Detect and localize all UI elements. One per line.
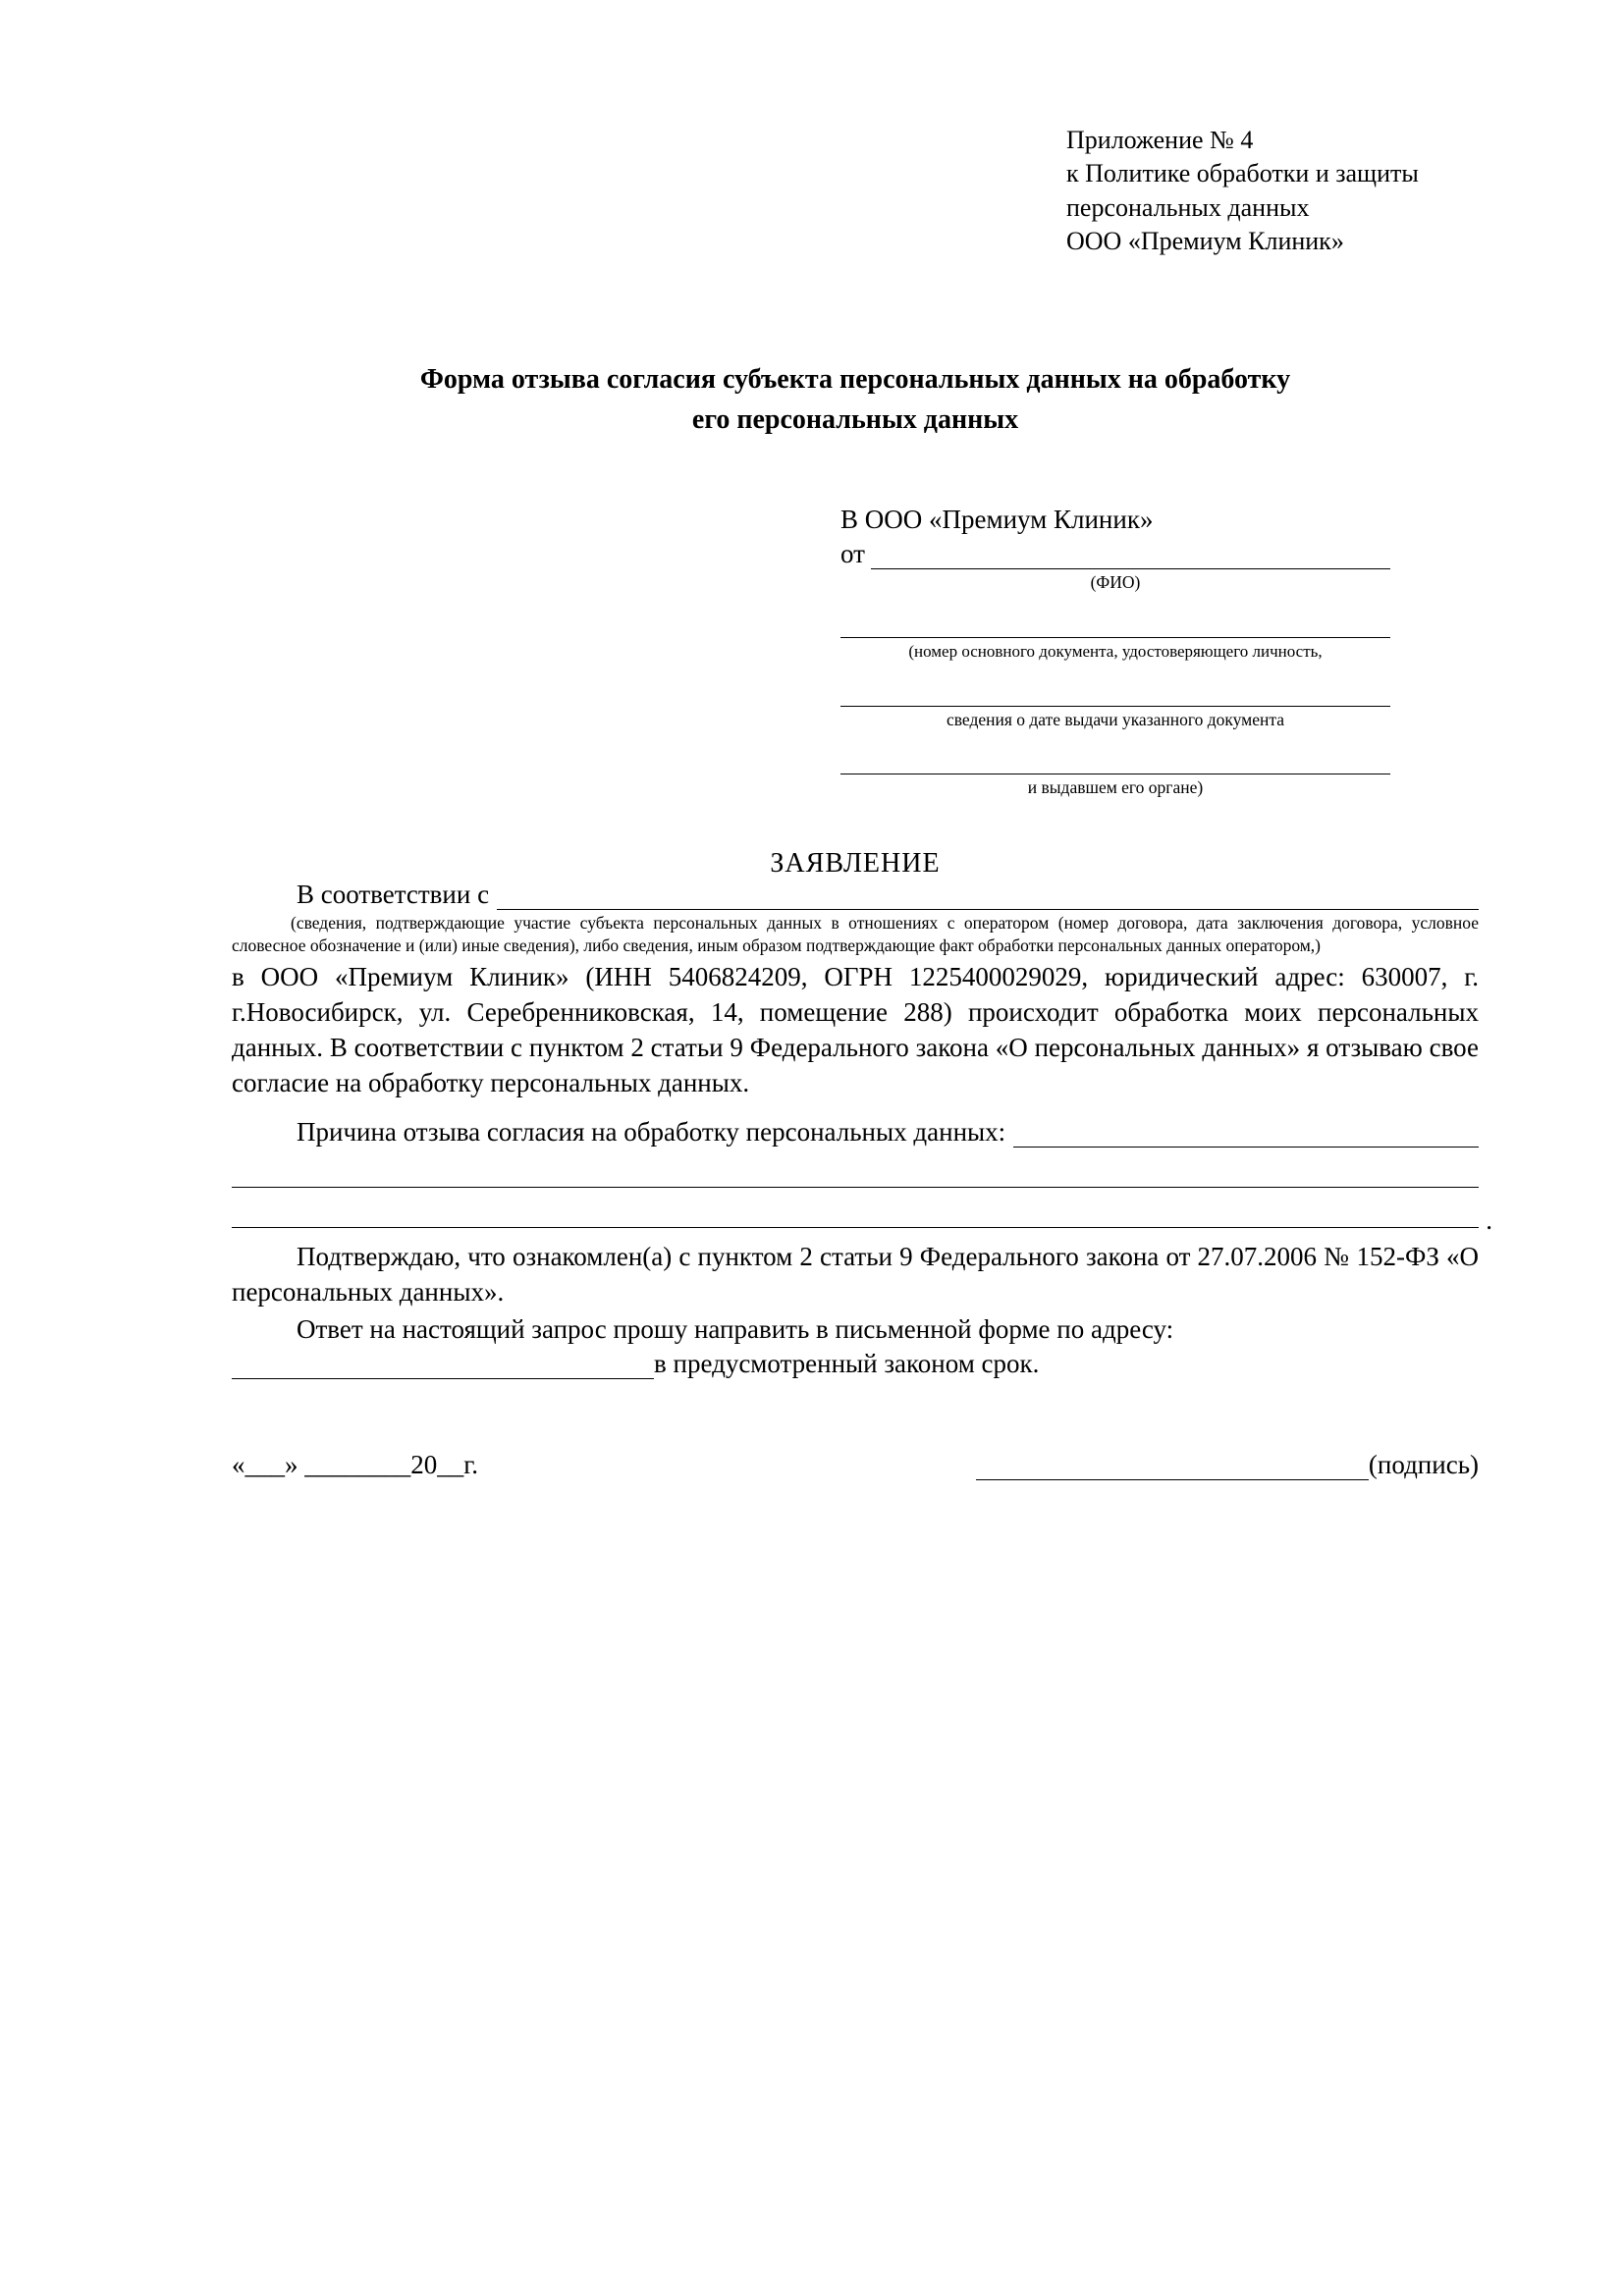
date-template[interactable]: «___» ________20__г. (232, 1450, 479, 1480)
statement-body: в ООО «Премиум Клиник» (ИНН 5406824209, ОГРН 1225400029029, юридический адрес: 630007, г. г.Новосибирск, ул. Серебренниковская, 14, помещение 288) происходит обработка моих персональных данных. В соответствии с пунктом 2 статьи 9 Федерального закона «О персональных данных» я отзываю свое согласие на обработку персональных данных. (232, 962, 1479, 1097)
fio-caption: (ФИО) (1090, 572, 1141, 593)
answer-paragraph (232, 1312, 1479, 1348)
reason-input-line-3[interactable] (232, 1194, 1492, 1235)
appendix-header (1066, 124, 1479, 258)
reason-input-line-2[interactable] (232, 1153, 1479, 1188)
in-accordance-hint-text: (сведения, подтверждающие участие субъекта персональных данных в отношениях с оператором (номер договора, дата заключения договора, условное словесное обозначение и (или) иные сведения), либо сведения, иным образом подтверждающие факт обработки персональных данных оператором,) (232, 913, 1479, 955)
fio-input-line[interactable] (871, 539, 1390, 569)
document-content (232, 0, 1492, 1480)
appendix-header-line-1: Приложение № 4 (1066, 126, 1254, 154)
doc-issuer-input-line[interactable] (840, 748, 1390, 774)
appendix-header-line-4: ООО «Премиум Клиник» (1066, 226, 1344, 255)
doc-date-caption: сведения о дате выдачи указанного документа (946, 709, 1284, 729)
doc-number-input-line[interactable] (840, 612, 1390, 638)
in-accordance-input-line[interactable] (497, 880, 1479, 910)
page-title-line-2: его персональных данных (691, 403, 1019, 435)
signature-row (232, 1450, 1479, 1480)
confirm-text: Подтверждаю, что ознакомлен(а) с пунктом 2 статьи 9 Федерального закона от 27.07.2006 № 152-ФЗ «О персональных данных». (232, 1241, 1479, 1307)
in-accordance-row (232, 880, 1479, 910)
reason-input-line-1[interactable] (1013, 1119, 1479, 1148)
signature-input-line[interactable] (976, 1454, 1369, 1480)
answer-address-row (232, 1349, 1479, 1379)
reason-end-dot: . (1486, 1204, 1492, 1235)
addressee-organization: В ООО «Премиум Клиник» (840, 505, 1154, 535)
signature-label: (подпись) (1368, 1450, 1479, 1480)
reason-row (232, 1117, 1479, 1148)
reason-label: Причина отзыва согласия на обработку персональных данных: (297, 1116, 1006, 1147)
appendix-header-line-2: к Политике обработки и защиты (1066, 159, 1419, 188)
confirm-paragraph (232, 1240, 1479, 1310)
from-row (840, 539, 1390, 569)
from-label: от (840, 539, 865, 569)
doc-number-caption: (номер основного документа, удостоверяющего личность, (908, 642, 1323, 662)
answer-text: Ответ на настоящий запрос прошу направить в письменной форме по адресу: (297, 1313, 1174, 1344)
statement-heading: ЗАЯВЛЕНИЕ (770, 848, 941, 880)
page-title-line-1: Форма отзыва согласия субъекта персональных данных на обработку (419, 364, 1291, 396)
appendix-header-line-3: персональных данных (1066, 192, 1310, 222)
in-accordance-label: В соответствии с (297, 880, 490, 910)
addressee-block (840, 505, 1390, 799)
page-title (232, 360, 1479, 440)
signature-block (976, 1450, 1479, 1480)
doc-date-input-line[interactable] (840, 680, 1390, 707)
answer-address-input-line[interactable] (232, 1351, 654, 1379)
doc-issuer-caption: и выдавшем его органе) (1027, 777, 1204, 798)
answer-address-tail: в предусмотренный законом срок. (654, 1349, 1040, 1379)
in-accordance-hint (232, 912, 1479, 956)
